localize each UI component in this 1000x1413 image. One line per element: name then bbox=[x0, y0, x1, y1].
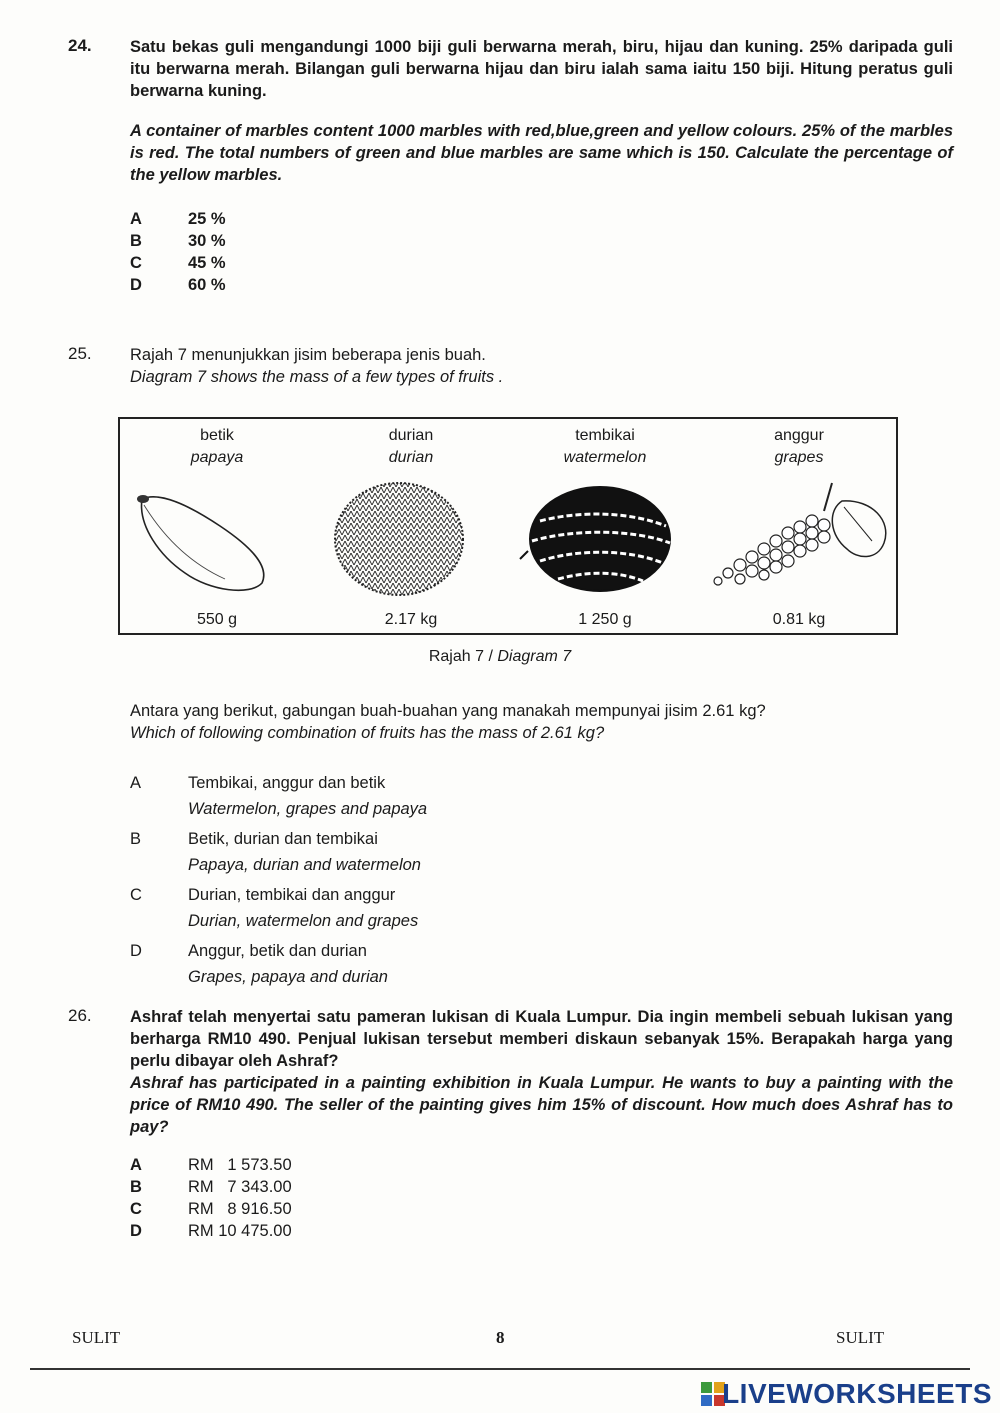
option-d[interactable]: D 60 % bbox=[130, 276, 226, 294]
question-text-en: A container of marbles content 1000 marbles with red,blue,green and yellow colours. 25% of the marbles is red. The total numbers of green and blue marbles are same which is 150. Calculate the percentage of the yellow marbles. bbox=[130, 122, 953, 184]
option-d[interactable]: D Anggur, betik dan durian Grapes, papaya and durian bbox=[130, 942, 388, 986]
question-25-prompt bbox=[68, 700, 953, 994]
question-number: 26. bbox=[68, 1006, 92, 1025]
answer-options bbox=[130, 208, 953, 296]
question-number: 25. bbox=[68, 344, 92, 363]
question-text-ms: Ashraf telah menyertai satu pameran lukisan di Kuala Lumpur. Dia ingin membeli sebuah lukisan yang berharga RM10 490. Penjual lukisan tersebut memberi diskaun sebanyak 15%. Berapakah harga yang perlu dibayar oleh Ashraf? bbox=[130, 1008, 953, 1070]
liveworksheets-brand[interactable]: LIVEWORKSHEETS bbox=[722, 1378, 992, 1409]
option-d[interactable]: D RM 10 475.00 bbox=[130, 1222, 292, 1240]
option-b[interactable]: B 30 % bbox=[130, 232, 226, 250]
fruit-papaya: betik papaya 550 g bbox=[120, 419, 314, 633]
answer-options bbox=[130, 770, 953, 990]
footer-left-label: SULIT bbox=[72, 1328, 121, 1347]
footer-divider bbox=[30, 1368, 970, 1370]
fruit-watermelon: tembikai watermelon 1 250 g bbox=[508, 419, 702, 633]
fruit-durian: durian durian 2.17 kg bbox=[314, 419, 508, 633]
question-26 bbox=[68, 1006, 953, 1242]
question-text-ms: Rajah 7 menunjukkan jisim beberapa jenis buah. bbox=[130, 346, 486, 364]
option-c[interactable]: C Durian, tembikai dan anggur Durian, watermelon and grapes bbox=[130, 886, 419, 930]
question-text-en: Ashraf has participated in a painting exhibition in Kuala Lumpur. He wants to buy a painting with the price of RM10 490. The seller of the painting gives him 15% of discount. How much does Ashraf has to pay? bbox=[130, 1074, 953, 1136]
diagram-caption: Rajah 7 / Diagram 7 bbox=[428, 648, 572, 665]
answer-options bbox=[130, 1154, 953, 1242]
option-b[interactable]: B Betik, durian dan tembikai Papaya, durian and watermelon bbox=[130, 830, 421, 874]
fruit-mass: 2.17 kg bbox=[384, 611, 438, 628]
option-a[interactable]: A 25 % bbox=[130, 210, 226, 228]
option-c[interactable]: C RM 8 916.50 bbox=[130, 1200, 292, 1218]
option-c[interactable]: C 45 % bbox=[130, 254, 226, 272]
option-a[interactable]: A RM 1 573.50 bbox=[130, 1156, 292, 1174]
watermelon-icon bbox=[518, 481, 688, 601]
fruit-mass: 550 g bbox=[196, 611, 238, 628]
footer-right-label: SULIT bbox=[836, 1328, 885, 1347]
fruit-mass: 1 250 g bbox=[578, 611, 632, 628]
durian-icon bbox=[324, 481, 494, 601]
option-a[interactable]: A Tembikai, anggur dan betik Watermelon, grapes and papaya bbox=[130, 774, 428, 818]
question-prompt-en: Which of following combination of fruits has the mass of 2.61 kg? bbox=[130, 724, 605, 742]
question-prompt-ms: Antara yang berikut, gabungan buah-buahan yang manakah mempunyai jisim 2.61 kg? bbox=[130, 702, 766, 720]
question-number: 24. bbox=[68, 36, 92, 55]
fruit-diagram bbox=[118, 417, 898, 635]
question-25 bbox=[68, 344, 953, 388]
question-text-en: Diagram 7 shows the mass of a few types of fruits . bbox=[130, 368, 504, 386]
papaya-icon bbox=[130, 481, 280, 596]
question-24 bbox=[68, 36, 953, 296]
option-b[interactable]: B RM 7 343.00 bbox=[130, 1178, 292, 1196]
fruit-mass: 0.81 kg bbox=[772, 611, 826, 628]
grapes-icon bbox=[712, 481, 892, 611]
page-number: 8 bbox=[496, 1328, 505, 1347]
question-text-ms: Satu bekas guli mengandungi 1000 biji guli berwarna merah, biru, hijau dan kuning. 25% daripada guli itu berwarna merah. Bilangan guli berwarna hijau dan biru ialah sama iaitu 150 biji. Hitung peratus guli berwarna kuning. bbox=[130, 38, 953, 100]
fruit-grapes: anggur grapes 0.81 kg bbox=[702, 419, 896, 633]
